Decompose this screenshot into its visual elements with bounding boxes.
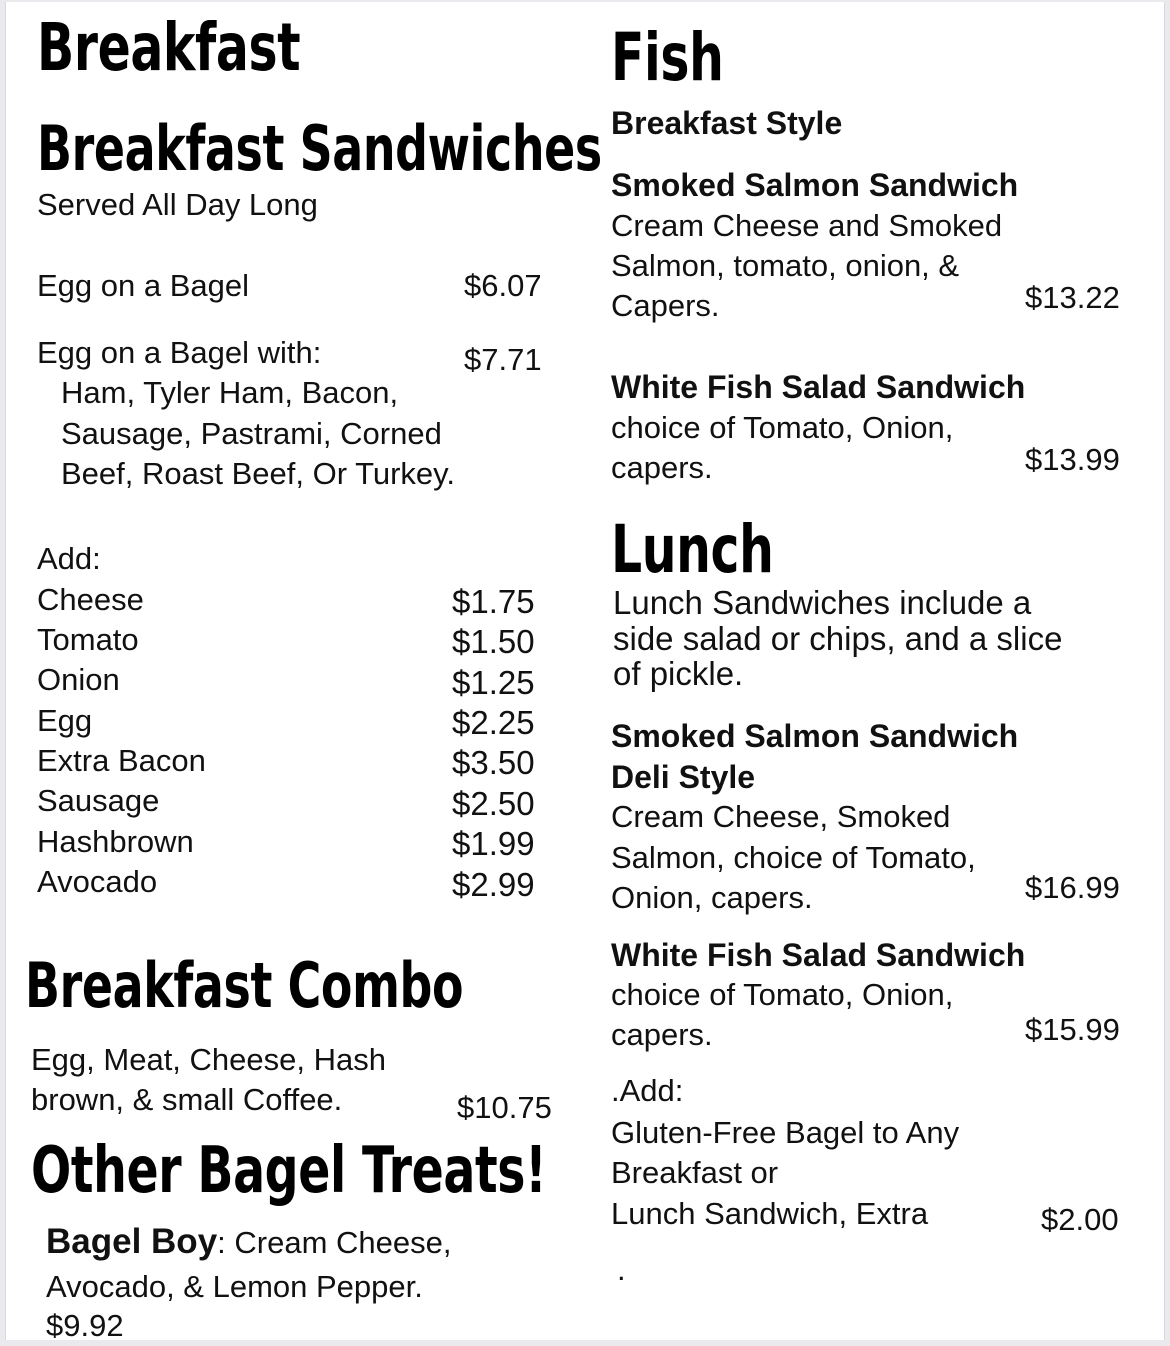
smoked-salmon-breakfast-line-2: Salmon, tomato, onion, &	[611, 248, 960, 283]
other-bagel-treats-heading: Other Bagel Treats!	[31, 1134, 547, 1208]
add-on-price: $2.50	[452, 785, 535, 822]
fish-title: Fish	[611, 19, 724, 96]
smoked-salmon-deli-name: Smoked Salmon Sandwich	[611, 718, 1019, 754]
white-fish-breakfast-line-2: capers.	[611, 450, 713, 485]
add-on-name: Extra Bacon	[37, 743, 206, 778]
lunch-intro-line-2: side salad or chips, and a slice	[613, 620, 1063, 657]
egg-on-bagel-price: $6.07	[464, 268, 542, 303]
served-all-day-subtitle: Served All Day Long	[37, 187, 318, 222]
breakfast-sandwiches-heading: Breakfast Sandwiches	[37, 112, 602, 185]
combo-desc-line-2: brown, & small Coffee.	[31, 1082, 343, 1117]
gluten-free-line-3: Lunch Sandwich, Extra	[611, 1196, 929, 1231]
smoked-salmon-deli-line-2: Salmon, choice of Tomato,	[611, 840, 976, 875]
smoked-salmon-deli-line-1: Cream Cheese, Smoked	[611, 799, 951, 834]
smoked-salmon-breakfast-price: $13.22	[1025, 280, 1120, 315]
add-on-name: Hashbrown	[37, 824, 194, 859]
lunch-intro-line-3: of pickle.	[613, 655, 744, 692]
gluten-free-line-2: Breakfast or	[611, 1155, 779, 1190]
add-on-name: Cheese	[37, 582, 144, 617]
white-fish-breakfast-line-1: choice of Tomato, Onion,	[611, 410, 954, 445]
white-fish-lunch-line-2: capers.	[611, 1017, 713, 1052]
add-on-price: $1.75	[452, 583, 535, 620]
combo-desc-line-1: Egg, Meat, Cheese, Hash	[31, 1042, 386, 1077]
smoked-salmon-deli-line-3: Onion, capers.	[611, 880, 813, 915]
menu-page	[5, 2, 1165, 1343]
smoked-salmon-breakfast-line-1: Cream Cheese and Smoked	[611, 208, 1003, 243]
bagel-boy-desc-2: Avocado, & Lemon Pepper.	[46, 1269, 423, 1304]
gluten-free-price: $2.00	[1041, 1202, 1119, 1237]
white-fish-breakfast-price: $13.99	[1025, 442, 1120, 477]
gluten-free-line-1: Gluten-Free Bagel to Any	[611, 1115, 960, 1150]
add-on-name: Onion	[37, 662, 120, 697]
smoked-salmon-breakfast-line-3: Capers.	[611, 288, 720, 323]
white-fish-breakfast-name: White Fish Salad Sandwich	[611, 369, 1026, 405]
egg-on-bagel-with-name: Egg on a Bagel with:	[37, 335, 322, 370]
breakfast-style-subtitle: Breakfast Style	[611, 105, 843, 141]
meat-options-line-3: Beef, Roast Beef, Or Turkey.	[61, 456, 455, 491]
add-on-price: $3.50	[452, 744, 535, 781]
add-on-name: Egg	[37, 703, 93, 738]
breakfast-title: Breakfast	[37, 9, 301, 86]
add-on-name: Avocado	[37, 864, 158, 899]
bagel-boy-price: $9.92	[46, 1308, 124, 1343]
add-on-price: $1.99	[452, 825, 535, 862]
deli-style-label: Deli Style	[611, 759, 756, 795]
bagel-boy-line-1	[46, 1222, 451, 1263]
egg-on-bagel-with-price: $7.71	[464, 342, 542, 377]
bagel-boy-desc-1: : Cream Cheese,	[217, 1225, 452, 1260]
meat-options-line-1: Ham, Tyler Ham, Bacon,	[61, 375, 399, 410]
add-on-price: $2.99	[452, 866, 535, 903]
lunch-add-label: .Add:	[611, 1073, 684, 1108]
white-fish-lunch-name: White Fish Salad Sandwich	[611, 937, 1026, 973]
add-on-price: $1.25	[452, 664, 535, 701]
lunch-intro-line-1: Lunch Sandwiches include a	[613, 584, 1032, 621]
add-on-name: Tomato	[37, 622, 139, 657]
add-on-price: $1.50	[452, 623, 535, 660]
bagel-boy-name: Bagel Boy	[46, 1222, 218, 1261]
trailing-dot: .	[617, 1252, 626, 1287]
breakfast-combo-heading: Breakfast Combo	[25, 949, 464, 1022]
white-fish-lunch-price: $15.99	[1025, 1012, 1120, 1047]
add-on-name: Sausage	[37, 783, 160, 818]
lunch-title: Lunch	[611, 511, 774, 588]
egg-on-bagel-name: Egg on a Bagel	[37, 268, 250, 303]
meat-options-line-2: Sausage, Pastrami, Corned	[61, 416, 442, 451]
add-on-price: $2.25	[452, 704, 535, 741]
smoked-salmon-breakfast-name: Smoked Salmon Sandwich	[611, 167, 1019, 203]
white-fish-lunch-line-1: choice of Tomato, Onion,	[611, 977, 954, 1012]
add-ons-label: Add:	[37, 541, 101, 576]
combo-price: $10.75	[457, 1090, 552, 1125]
smoked-salmon-deli-price: $16.99	[1025, 870, 1120, 905]
